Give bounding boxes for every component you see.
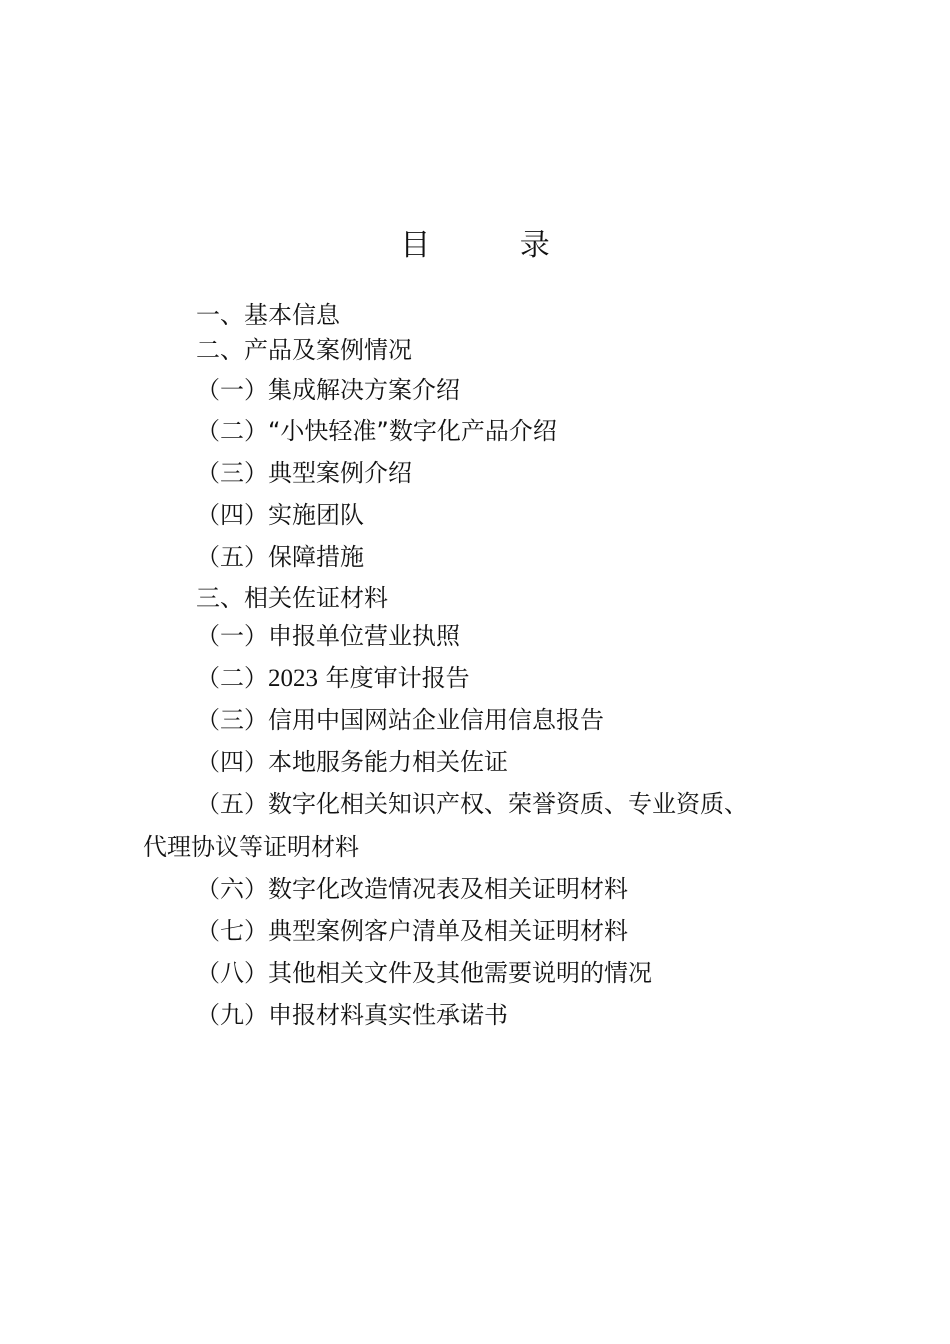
- toc-item-supporting-materials: 三、相关佐证材料: [196, 584, 388, 612]
- toc-item-credit-report: （三）信用中国网站企业信用信息报告: [196, 706, 604, 734]
- toc-year: 2023: [268, 665, 318, 692]
- toc-item-customer-list: （七）典型案例客户清单及相关证明材料: [196, 917, 628, 945]
- toc-item-typical-cases: （三）典型案例介绍: [196, 459, 412, 487]
- toc-item-business-license: （一）申报单位营业执照: [196, 622, 460, 650]
- toc-item-solution-intro: （一）集成解决方案介绍: [196, 376, 460, 404]
- toc-suffix: 年度审计报告: [318, 664, 470, 692]
- toc-item-local-service: （四）本地服务能力相关佐证: [196, 748, 508, 776]
- toc-item-digital-transformation: （六）数字化改造情况表及相关证明材料: [196, 875, 628, 903]
- toc-item-basic-info: 一、基本信息: [196, 301, 340, 329]
- toc-item-digital-product-intro: （二）“小快轻准”数字化产品介绍: [196, 417, 557, 445]
- toc-item-other-documents: （八）其他相关文件及其他需要说明的情况: [196, 959, 652, 987]
- toc-prefix: （二）: [196, 664, 268, 692]
- toc-item-ip-qualifications: （五）数字化相关知识产权、荣誉资质、专业资质、: [196, 790, 748, 818]
- toc-item-audit-report: [196, 662, 470, 695]
- toc-item-ip-qualifications-continued: 代理协议等证明材料: [143, 833, 359, 861]
- toc-item-implementation-team: （四）实施团队: [196, 501, 364, 529]
- page-title: 目 录: [400, 228, 590, 263]
- toc-item-products-cases: 二、产品及案例情况: [196, 336, 412, 364]
- toc-item-support-measures: （五）保障措施: [196, 543, 364, 571]
- toc-item-authenticity-pledge: （九）申报材料真实性承诺书: [196, 1001, 508, 1029]
